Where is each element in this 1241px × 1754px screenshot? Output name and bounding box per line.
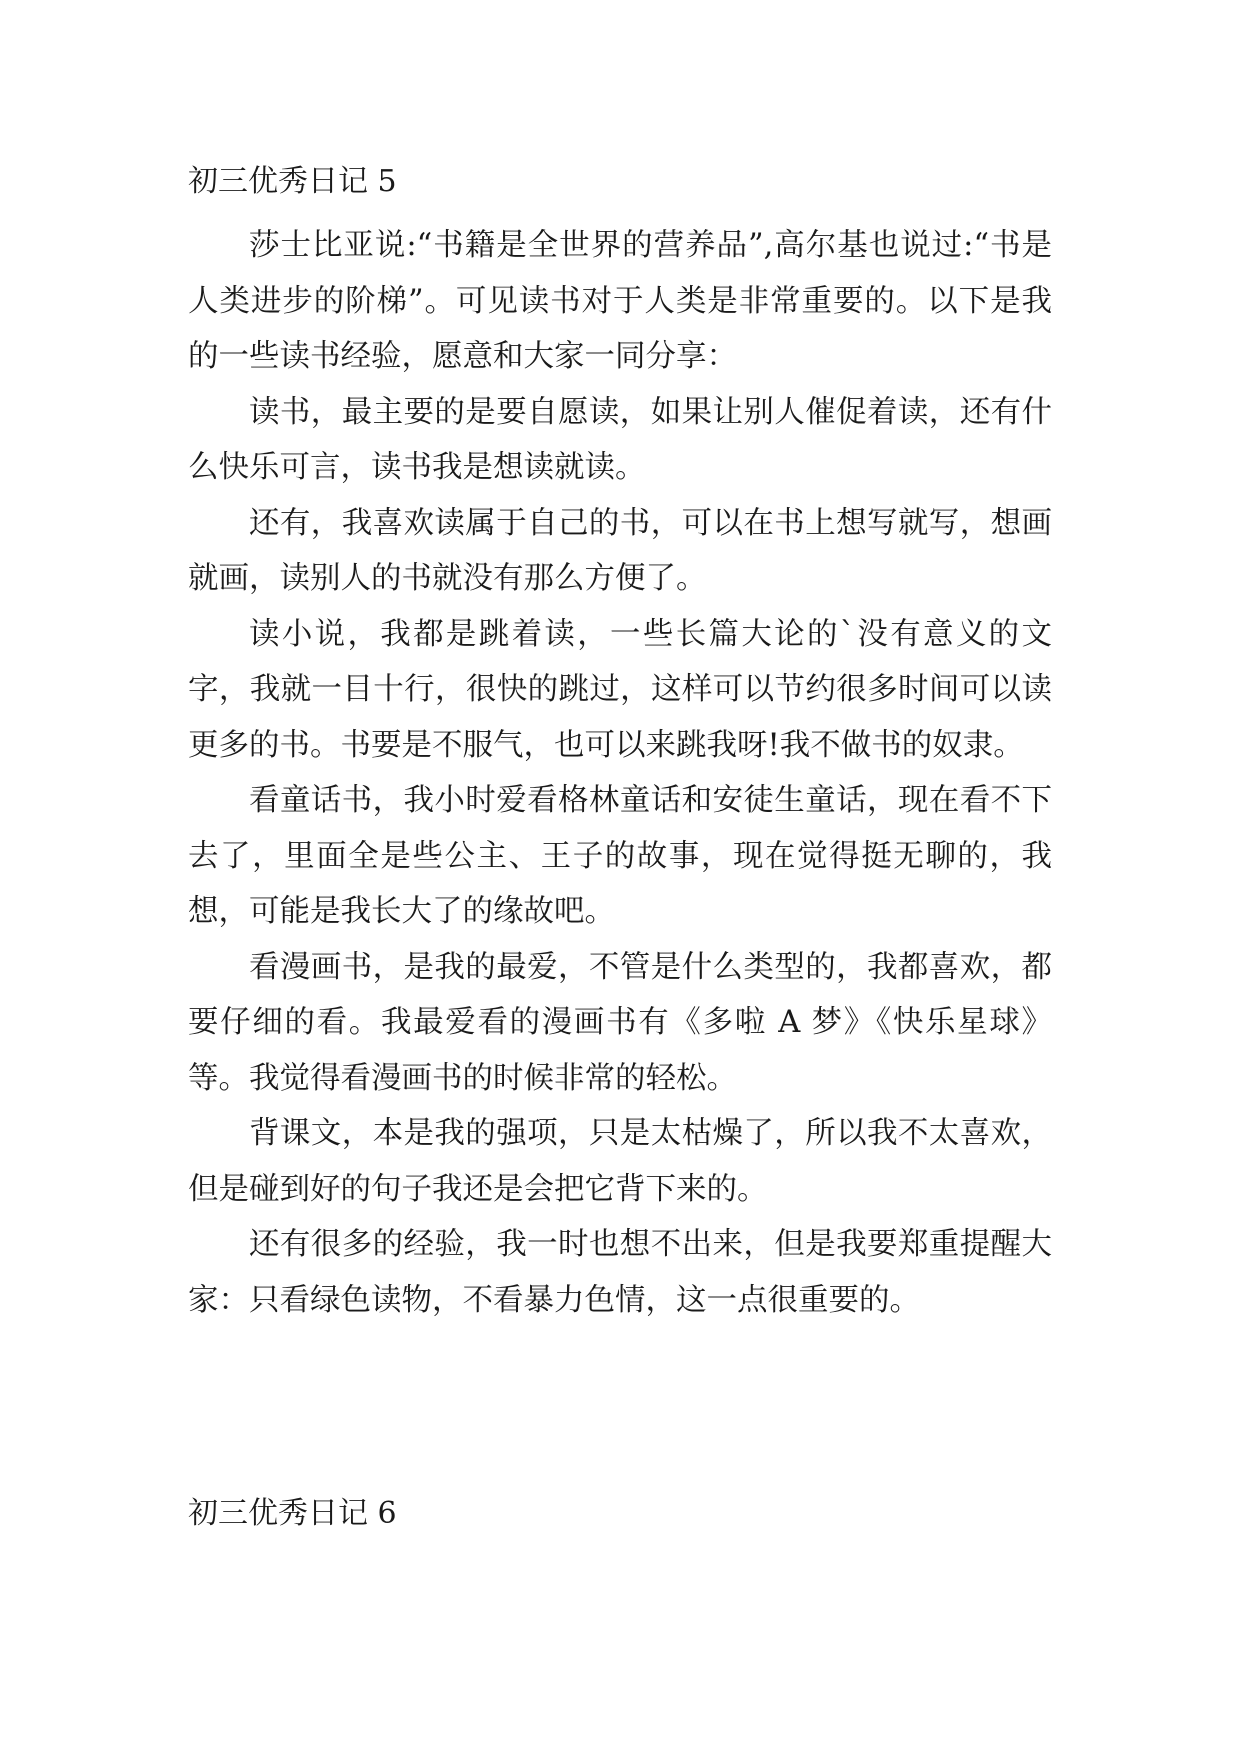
paragraph-3: 还有，我喜欢读属于自己的书，可以在书上想写就写，想画就画，读别人的书就没有那么方便了。 (188, 505, 1052, 596)
paragraph-8: 还有很多的经验，我一时也想不出来，但是我要郑重提醒大家：只看绿色读物，不看暴力色情，这一点很重要的。 (188, 1227, 1052, 1318)
diary-body (188, 218, 1052, 1328)
diary-title-6: 初三优秀日记 6 (188, 1496, 397, 1531)
paragraph-2: 读书，最主要的是要自愿读，如果让别人催促着读，还有什么快乐可言，读书我是想读就读。 (188, 394, 1052, 485)
paragraph-1: 莎士比亚说:“书籍是全世界的营养品”,高尔基也说过:“书是人类进步的阶梯”。可见读书对于人类是非常重要的。以下是我的一些读书经验，愿意和大家一同分享： (188, 228, 1052, 374)
diary-title-5: 初三优秀日记 5 (188, 164, 397, 199)
paragraph-4: 读小说，我都是跳着读，一些长篇大论的`没有意义的文字，我就一目十行，很快的跳过，这样可以节约很多时间可以读更多的书。书要是不服气，也可以来跳我呀!我不做书的奴隶。 (188, 616, 1052, 763)
paragraph-7: 背课文，本是我的强项，只是太枯燥了，所以我不太喜欢，但是碰到好的句子我还是会把它背下来的。 (188, 1116, 1052, 1207)
paragraph-5: 看童话书，我小时爱看格林童话和安徒生童话，现在看不下去了，里面全是些公主、王子的故事，现在觉得挺无聊的，我想，可能是我长大了的缘故吧。 (188, 783, 1052, 929)
paragraph-6: 看漫画书，是我的最爱，不管是什么类型的，我都喜欢，都要仔细的看。我最爱看的漫画书有《多啦 A 梦》《快乐星球》等。我觉得看漫画书的时候非常的轻松。 (188, 949, 1052, 1096)
